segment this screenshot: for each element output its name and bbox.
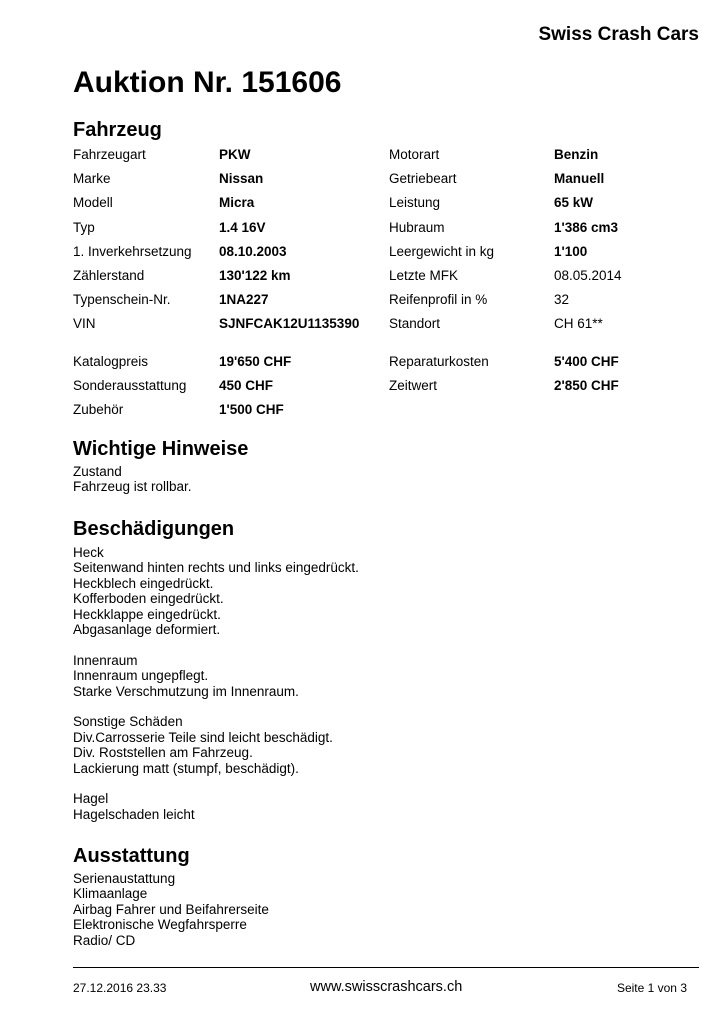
field-label: Leistung	[389, 195, 441, 211]
field-label: Zählerstand	[73, 268, 145, 283]
field-value: Micra	[219, 195, 255, 211]
price-label: Zeitwert	[389, 378, 438, 394]
text-line: Hagel	[73, 791, 109, 807]
text-line: Starke Verschmutzung im Innenraum.	[73, 683, 299, 699]
price-value: 19'650 CHF	[219, 354, 292, 369]
field-value: Benzin	[554, 147, 599, 162]
field-value: 08.10.2003	[219, 243, 287, 259]
field-label: Motorart	[389, 147, 440, 162]
text-line: Div. Roststellen am Fahrzeug.	[73, 745, 253, 761]
field-label: VIN	[73, 316, 96, 332]
field-label: Marke	[73, 171, 111, 187]
text-line: Seitenwand hinten rechts und links eingedrückt.	[73, 560, 359, 576]
price-value: 5'400 CHF	[554, 354, 619, 369]
paragraph-spacer	[73, 637, 359, 652]
text-line: Elektronische Wegfahrsperre	[73, 917, 247, 933]
text-line: Fahrzeug ist rollbar.	[73, 479, 192, 495]
field-value: SJNFCAK12U1135390	[219, 316, 360, 332]
brand-name: Swiss Crash Cars	[538, 24, 699, 45]
price-label: Reparaturkosten	[389, 354, 489, 369]
field-value: 1'100	[554, 243, 588, 259]
equipment-text	[73, 871, 269, 948]
field-label: Typenschein-Nr.	[73, 292, 171, 308]
field-value: 1NA227	[219, 292, 269, 308]
section-heading-notes: Wichtige Hinweise	[73, 438, 249, 460]
price-label: Sonderausstattung	[73, 378, 187, 394]
text-line: Klimaanlage	[73, 886, 148, 902]
field-value: Nissan	[219, 171, 264, 187]
damage-text	[73, 545, 359, 822]
text-line: Zustand	[73, 464, 122, 479]
text-line: Innenraum	[73, 652, 138, 668]
text-line: Hagelschaden leicht	[73, 806, 195, 822]
text-line: Airbag Fahrer und Beifahrerseite	[73, 901, 269, 917]
field-value: 65 kW	[554, 195, 594, 211]
section-heading-vehicle: Fahrzeug	[73, 119, 162, 141]
text-line: Heckblech eingedrückt.	[73, 575, 214, 591]
section-heading-equipment: Ausstattung	[73, 845, 190, 867]
field-value: 1'386 cm3	[554, 219, 619, 235]
notes-text	[73, 464, 192, 495]
text-line: Heckklappe eingedrückt.	[73, 606, 221, 622]
field-label: 1. Inverkehrsetzung	[73, 243, 192, 259]
text-line: Div.Carrosserie Teile sind leicht beschädigt.	[73, 729, 333, 745]
price-value: 1'500 CHF	[219, 402, 284, 418]
field-label: Reifenprofil in %	[389, 292, 488, 308]
field-label: Letzte MFK	[389, 268, 459, 283]
text-line: Heck	[73, 545, 104, 560]
price-label: Zubehör	[73, 402, 124, 418]
footer-website-link[interactable]: www.swisscrashcars.ch	[310, 979, 463, 995]
field-value: 08.05.2014	[554, 268, 622, 283]
field-value: Manuell	[554, 171, 605, 187]
field-value: CH 61**	[554, 316, 603, 332]
field-value: PKW	[219, 147, 251, 162]
text-line: Radio/ CD	[73, 932, 136, 948]
field-label: Typ	[73, 219, 95, 235]
footer-date: 27.12.2016 23.33	[73, 981, 167, 995]
text-line: Lackierung matt (stumpf, beschädigt).	[73, 760, 299, 776]
text-line: Sonstige Schäden	[73, 714, 183, 730]
text-line: Serienaustattung	[73, 871, 176, 886]
paragraph-spacer	[73, 776, 359, 791]
field-label: Getriebeart	[389, 171, 457, 187]
paragraph-spacer	[73, 699, 359, 714]
price-label: Katalogpreis	[73, 354, 149, 369]
field-label: Modell	[73, 195, 113, 211]
field-value: 1.4 16V	[219, 219, 266, 235]
field-label: Leergewicht in kg	[389, 243, 495, 259]
text-line: Abgasanlage deformiert.	[73, 622, 221, 638]
price-value: 450 CHF	[219, 378, 274, 394]
text-line: Kofferboden eingedrückt.	[73, 591, 224, 607]
page-title: Auktion Nr. 151606	[73, 66, 342, 99]
text-line: Innenraum ungepflegt.	[73, 668, 209, 684]
field-label: Standort	[389, 316, 441, 332]
footer-page-number: Seite 1 von 3	[616, 981, 687, 995]
section-heading-damage: Beschädigungen	[73, 518, 235, 540]
field-label: Fahrzeugart	[73, 147, 146, 162]
price-value: 2'850 CHF	[554, 378, 619, 394]
field-label: Hubraum	[389, 219, 445, 235]
field-value: 32	[554, 292, 570, 308]
footer-divider	[73, 967, 699, 968]
field-value: 130'122 km	[219, 268, 291, 283]
